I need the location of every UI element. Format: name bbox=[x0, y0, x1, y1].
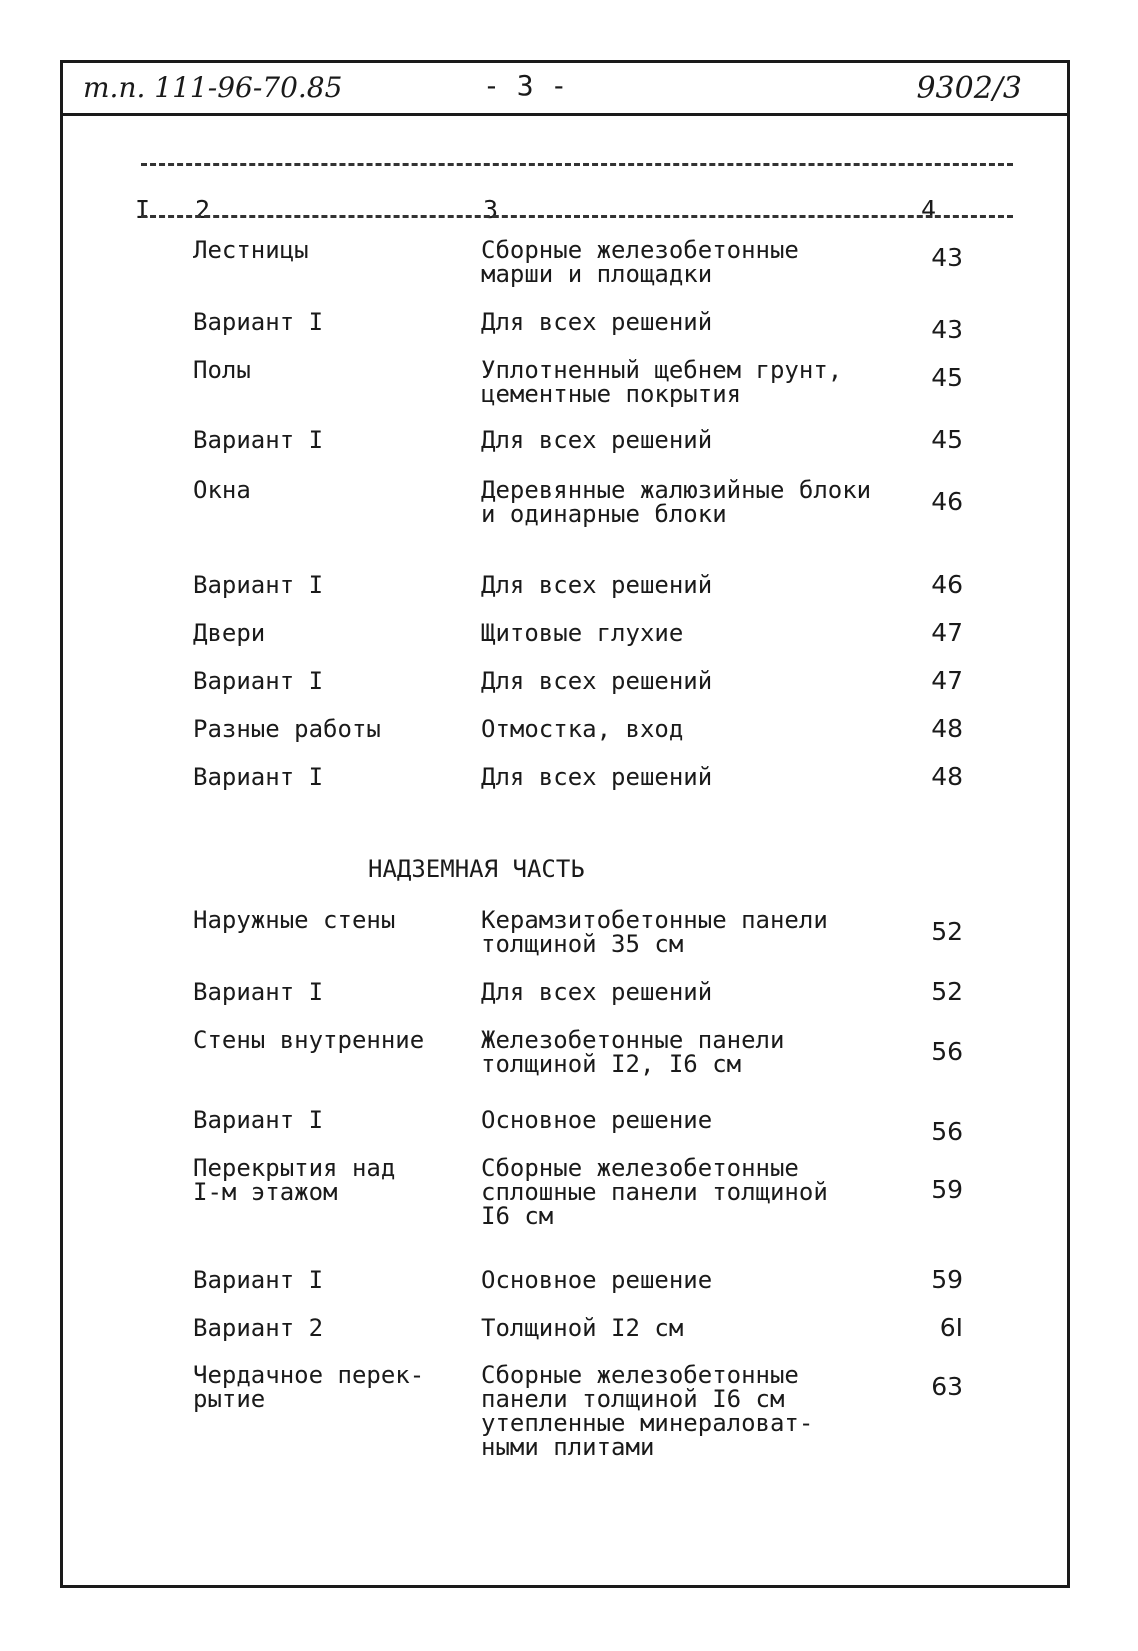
row-description: Железобетонные панели толщиной I2, I6 см bbox=[481, 1026, 785, 1078]
sheet-number: 9302/3 bbox=[916, 71, 1022, 106]
row-description: Уплотненный щебнем грунт, цементные покрытия bbox=[481, 356, 843, 408]
row-page-number: 52 bbox=[931, 917, 963, 946]
document-frame bbox=[60, 60, 1070, 1588]
row-element-name: Вариант I bbox=[193, 571, 324, 599]
row-page-number: 59 bbox=[931, 1265, 963, 1294]
row-description: Для всех решений bbox=[481, 763, 713, 791]
row-element-name: Лестницы bbox=[193, 236, 309, 264]
column-1-header: I bbox=[135, 195, 151, 224]
table-top-rule bbox=[141, 163, 1013, 166]
row-description: Сборные железобетонные панели толщиной I6 см утепленные минераловат- ными плитами bbox=[481, 1361, 814, 1461]
row-description: Для всех решений bbox=[481, 978, 713, 1006]
row-page-number: 63 bbox=[931, 1372, 963, 1401]
row-description: Керамзитобетонные панели толщиной 35 см bbox=[481, 906, 828, 958]
row-element-name: Вариант I bbox=[193, 978, 324, 1006]
row-page-number: 46 bbox=[931, 487, 963, 516]
row-element-name: Наружные стены bbox=[193, 906, 396, 934]
row-page-number: 46 bbox=[931, 570, 963, 599]
row-page-number: 45 bbox=[931, 363, 963, 392]
row-element-name: Вариант I bbox=[193, 426, 324, 454]
row-description: Толщиной I2 см bbox=[481, 1314, 684, 1342]
row-element-name: Вариант I bbox=[193, 1266, 324, 1294]
row-page-number: 6I bbox=[939, 1313, 963, 1342]
row-element-name: Чердачное перек- рытие bbox=[193, 1361, 425, 1413]
row-page-number: 45 bbox=[931, 425, 963, 454]
row-description: Для всех решений bbox=[481, 308, 713, 336]
row-description: Для всех решений bbox=[481, 426, 713, 454]
row-page-number: 43 bbox=[931, 315, 963, 344]
row-description: Для всех решений bbox=[481, 667, 713, 695]
row-page-number: 47 bbox=[931, 666, 963, 695]
row-description: Для всех решений bbox=[481, 571, 713, 599]
row-page-number: 59 bbox=[931, 1175, 963, 1204]
row-page-number: 48 bbox=[931, 714, 963, 743]
row-element-name: Двери bbox=[193, 619, 266, 647]
row-element-name: Окна bbox=[193, 476, 251, 504]
row-page-number: 56 bbox=[931, 1117, 963, 1146]
column-header-rule bbox=[141, 215, 1013, 218]
section-title: НАДЗЕМНАЯ ЧАСТЬ bbox=[368, 855, 585, 883]
row-element-name: Вариант I bbox=[193, 667, 324, 695]
page-header bbox=[63, 63, 1067, 116]
column-2-header: 2 bbox=[195, 195, 211, 224]
row-page-number: 56 bbox=[931, 1037, 963, 1066]
row-description: Отмостка, вход bbox=[481, 715, 684, 743]
column-4-header: 4 bbox=[921, 195, 937, 224]
row-page-number: 48 bbox=[931, 762, 963, 791]
row-description: Щитовые глухие bbox=[481, 619, 684, 647]
row-description: Сборные железобетонные марши и площадки bbox=[481, 236, 799, 288]
row-description: Основное решение bbox=[481, 1266, 713, 1294]
row-element-name: Стены внутренние bbox=[193, 1026, 425, 1054]
document-code: т.п. 111-96-70.85 bbox=[83, 71, 343, 104]
page-number: - 3 - bbox=[483, 69, 568, 102]
row-description: Сборные железобетонные сплошные панели толщиной I6 см bbox=[481, 1154, 828, 1230]
row-page-number: 52 bbox=[931, 977, 963, 1006]
row-element-name: Вариант 2 bbox=[193, 1314, 324, 1342]
row-element-name: Разные работы bbox=[193, 715, 381, 743]
row-page-number: 47 bbox=[931, 618, 963, 647]
row-element-name: Вариант I bbox=[193, 308, 324, 336]
row-page-number: 43 bbox=[931, 243, 963, 272]
row-element-name: Полы bbox=[193, 356, 251, 384]
row-element-name: Вариант I bbox=[193, 1106, 324, 1134]
row-description: Основное решение bbox=[481, 1106, 713, 1134]
column-3-header: 3 bbox=[483, 195, 499, 224]
row-description: Деревянные жалюзийные блоки и одинарные блоки bbox=[481, 476, 872, 528]
row-element-name: Перекрытия над I-м этажом bbox=[193, 1154, 396, 1206]
row-element-name: Вариант I bbox=[193, 763, 324, 791]
